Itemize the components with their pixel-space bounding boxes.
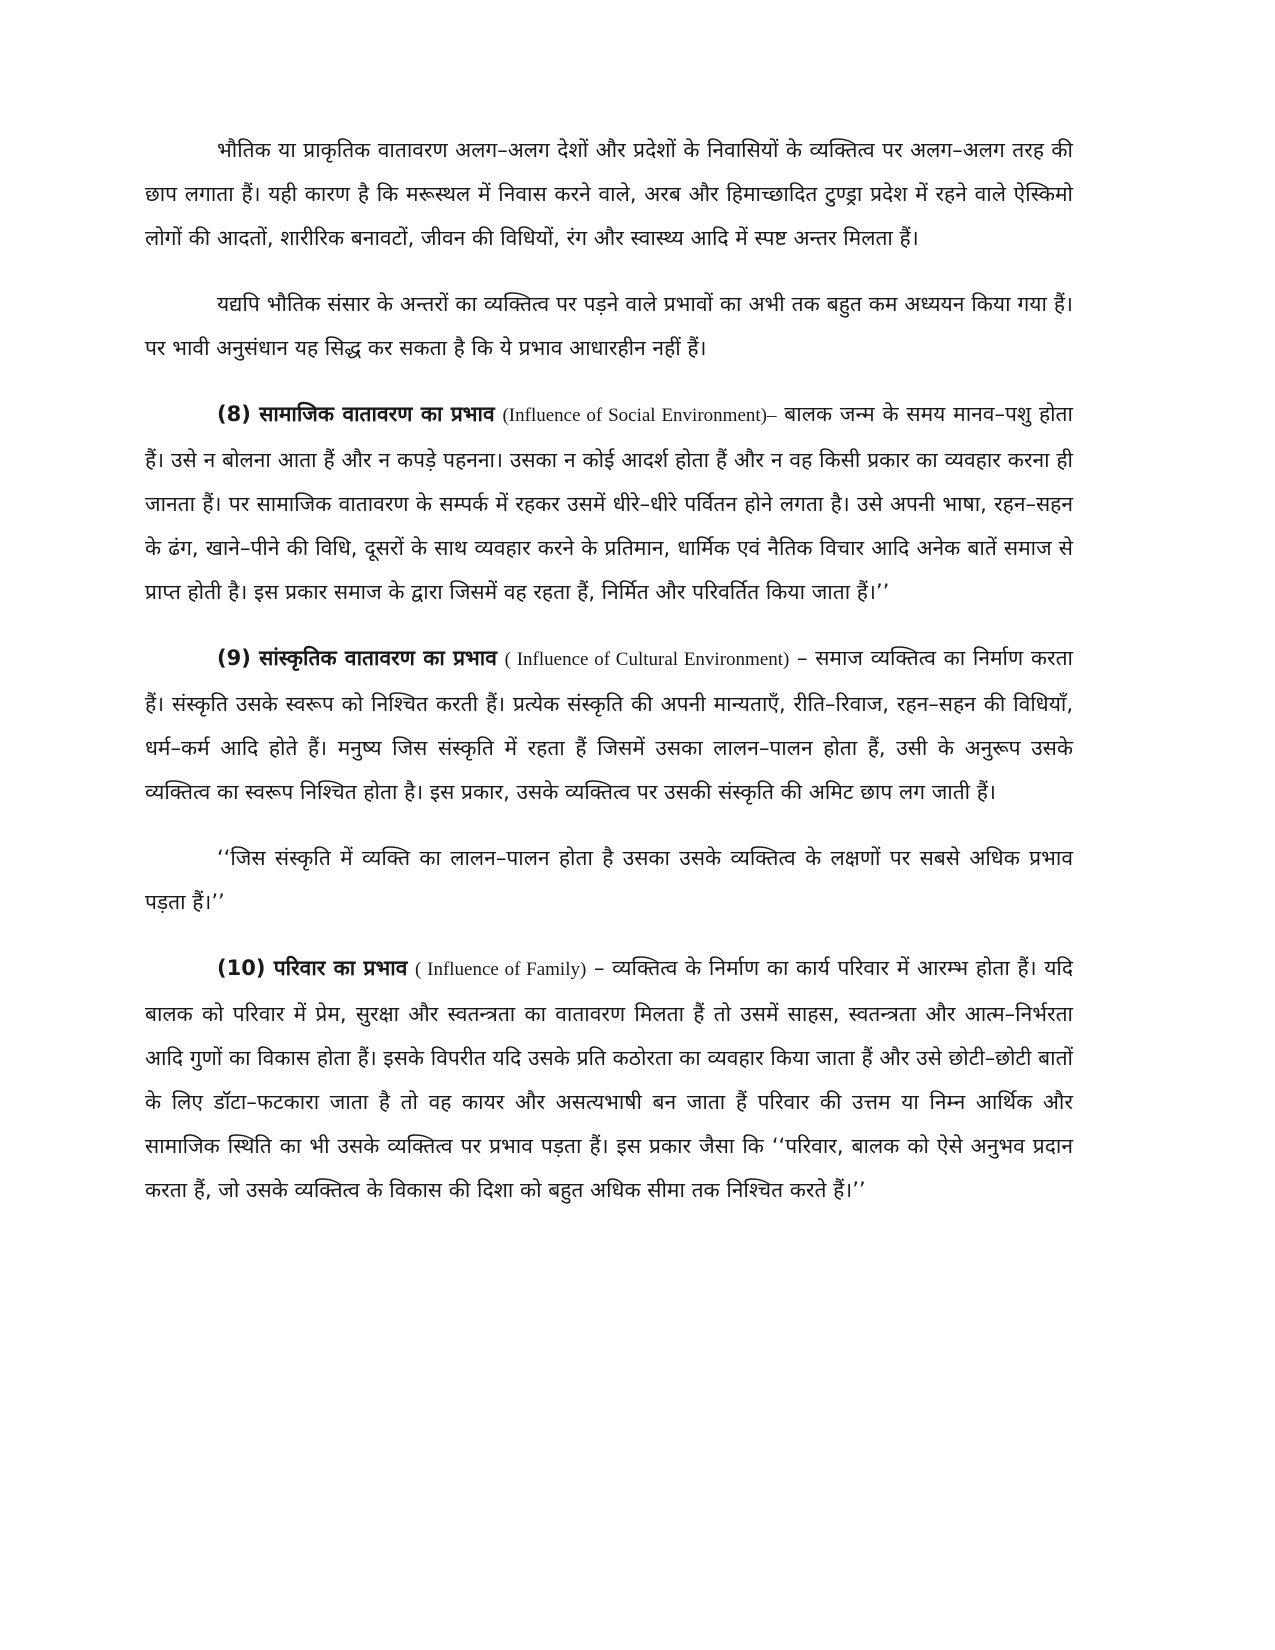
paragraph-physical-research — [145, 282, 1073, 370]
paragraph-text: भौतिक या प्राकृतिक वातावरण अलग–अलग देशों और प्रदेशों के निवासियों के व्यक्तित्व पर अलग–अलग तरह की छाप लगाता हैं। यही कारण है कि मरूस्थल में निवास करने वाले, अरब और हिमाच्छादित टुण्ड्रा प्रदेश में रहने वाले ऐस्किमो लोगों की आदतों, शारीरिक बनावटों, जीवन की विधियों, रंग और स्वास्थ्य आदि में स्पष्ट अन्तर मिलता हैं। — [145, 138, 1073, 250]
section-english-title: ( Influence of Family) — [415, 959, 587, 980]
paragraph-cultural-quote — [145, 836, 1073, 924]
document-page — [145, 128, 1073, 1234]
paragraph-social-environment — [145, 392, 1073, 614]
section-heading: (9) सांस्कृतिक वातावरण का प्रभाव — [217, 646, 497, 670]
section-heading: (10) परिवार का प्रभाव — [217, 956, 408, 980]
section-heading: (8) सामाजिक वातावरण का प्रभाव — [217, 402, 495, 426]
paragraph-text: बालक जन्म के समय मानव–पशु होता हैं। उसे न बोलना आता हैं और न कपड़े पहनना। उसका न कोई आदर्श होता हैं और न वह किसी प्रकार का व्यवहार करना ही जानता हैं। पर सामाजिक वातावरण के सम्पर्क में रहकर उसमें धीरे–धीरे पर्वितन होने लगता है। उसे अपनी भाषा, रहन–सहन के ढंग, खाने–पीने की विधि, दूसरों के साथ व्यवहार करने के प्रतिमान, धार्मिक एवं नैतिक विचार आदि अनेक बातें समाज से प्राप्त होती है। इस प्रकार समाज के द्वारा जिसमें वह रहता हैं, निर्मित और परिवर्तित किया जाता हैं।’’ — [145, 402, 1073, 604]
section-english-title: (Influence of Social Environment)– — [502, 405, 777, 426]
paragraph-text: – समाज व्यक्तित्व का निर्माण करता हैं। संस्कृति उसके स्वरूप को निश्चित करती हैं। प्रत्येक संस्कृति की अपनी मान्यताएँ, रीति–रिवाज, रहन–सहन की विधियाँ, धर्म–कर्म आदि होते हैं। मनुष्य जिस संस्कृति में रहता हैं जिसमें उसका लालन–पालन होता हैं, उसी के अनुरूप उसके व्यक्तित्व का स्वरूप निश्चित होता है। इस प्रकार, उसके व्यक्तित्व पर उसकी संस्कृति की अमिट छाप लग जाती हैं। — [145, 646, 1073, 804]
paragraph-cultural-environment — [145, 636, 1073, 814]
paragraph-text: ‘‘जिस संस्कृति में व्यक्ति का लालन–पालन होता है उसका उसके व्यक्तित्व के लक्षणों पर सबसे अधिक प्रभाव पड़ता हैं।’’ — [145, 846, 1073, 914]
section-english-title: ( Influence of Cultural Environment) — [504, 649, 790, 670]
paragraph-family — [145, 946, 1073, 1212]
paragraph-text: – व्यक्तित्व के निर्माण का कार्य परिवार में आरम्भ होता हैं। यदि बालक को परिवार में प्रेम, सुरक्षा और स्वतन्त्रता का वातावरण मिलता हैं तो उसमें साहस, स्वतन्त्रता और आत्म–निर्भरता आदि गुणों का विकास होता हैं। इसके विपरीत यदि उसके प्रति कठोरता का व्यवहार किया जाता हैं और उसे छोटी–छोटी बातों के लिए डॉटा–फटकारा जाता है तो वह कायर और असत्यभाषी बन जाता हैं परिवार की उत्तम या निम्न आर्थिक और सामाजिक स्थिति का भी उसके व्यक्तित्व पर प्रभाव पड़ता हैं। इस प्रकार जैसा कि ‘‘परिवार, बालक को ऐसे अनुभव प्रदान करता हैं, जो उसके व्यक्तित्व के विकास की दिशा को बहुत अधिक सीमा तक निश्चित करते हैं।’’ — [145, 956, 1073, 1202]
paragraph-text: यद्यपि भौतिक संसार के अन्तरों का व्यक्तित्व पर पड़ने वाले प्रभावों का अभी तक बहुत कम अध्ययन किया गया हैं। पर भावी अनुसंधान यह सिद्ध कर सकता है कि ये प्रभाव आधारहीन नहीं हैं। — [145, 292, 1073, 360]
paragraph-physical-environment — [145, 128, 1073, 260]
